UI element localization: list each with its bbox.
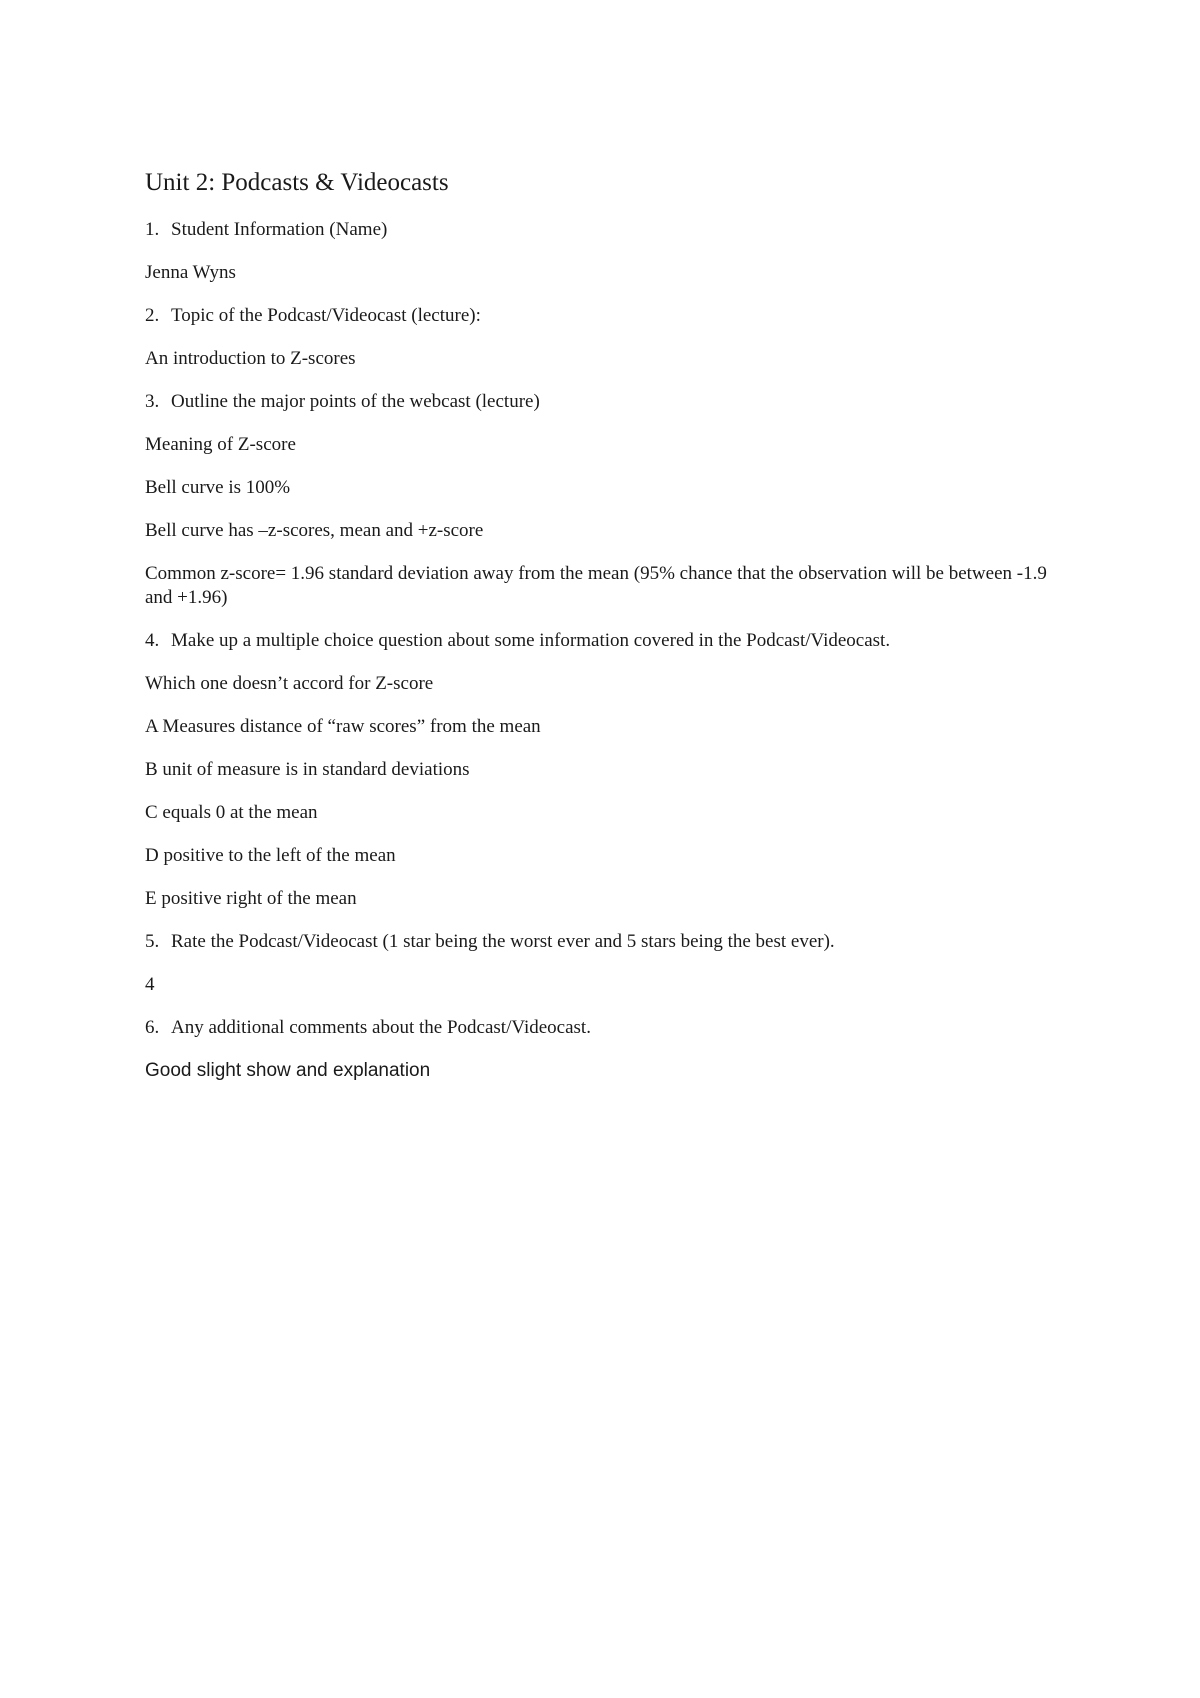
question-2 bbox=[145, 304, 1075, 328]
answer-4-option: C equals 0 at the mean bbox=[145, 802, 318, 823]
question-number: 1. bbox=[145, 219, 160, 240]
document-body bbox=[145, 168, 1075, 1102]
answer-4-option: E positive right of the mean bbox=[145, 888, 357, 909]
answer-4-question: Which one doesn’t accord for Z-score bbox=[145, 673, 434, 694]
document-title: Unit 2: Podcasts & Videocasts bbox=[145, 169, 449, 196]
answer-6: Good slight show and explanation bbox=[145, 1060, 431, 1081]
answer-3-point: Meaning of Z-score bbox=[145, 434, 296, 455]
answer-4-option: A Measures distance of “raw scores” from the mean bbox=[145, 716, 541, 737]
answer-4-option: D positive to the left of the mean bbox=[145, 845, 396, 866]
question-1 bbox=[145, 218, 1075, 242]
question-4 bbox=[145, 629, 1075, 653]
answer-3-point: Common z-score= 1.96 standard deviation away from the mean (95% chance that the observation will be between -1.9 and +1.96) bbox=[145, 563, 1047, 608]
answer-2: An introduction to Z-scores bbox=[145, 348, 356, 369]
question-text: Topic of the Podcast/Videocast (lecture): bbox=[171, 305, 481, 326]
question-3 bbox=[145, 390, 1075, 414]
question-text: Any additional comments about the Podcast/Videocast. bbox=[171, 1017, 591, 1038]
question-text: Make up a multiple choice question about some information covered in the Podcast/Videocast. bbox=[171, 630, 891, 651]
question-number: 5. bbox=[145, 931, 160, 952]
question-number: 3. bbox=[145, 391, 160, 412]
answer-3-point: Bell curve is 100% bbox=[145, 477, 291, 498]
question-number: 6. bbox=[145, 1017, 160, 1038]
question-text: Student Information (Name) bbox=[171, 219, 388, 240]
question-number: 2. bbox=[145, 305, 160, 326]
answer-5: 4 bbox=[145, 974, 155, 995]
answer-4-option: B unit of measure is in standard deviations bbox=[145, 759, 470, 780]
question-number: 4. bbox=[145, 630, 160, 651]
question-text: Outline the major points of the webcast (lecture) bbox=[171, 391, 540, 412]
question-text: Rate the Podcast/Videocast (1 star being the worst ever and 5 stars being the best ever). bbox=[171, 931, 835, 952]
question-6 bbox=[145, 1016, 1075, 1040]
question-5 bbox=[145, 930, 1075, 954]
answer-3-point: Bell curve has –z-scores, mean and +z-score bbox=[145, 520, 484, 541]
answer-1: Jenna Wyns bbox=[145, 262, 236, 283]
